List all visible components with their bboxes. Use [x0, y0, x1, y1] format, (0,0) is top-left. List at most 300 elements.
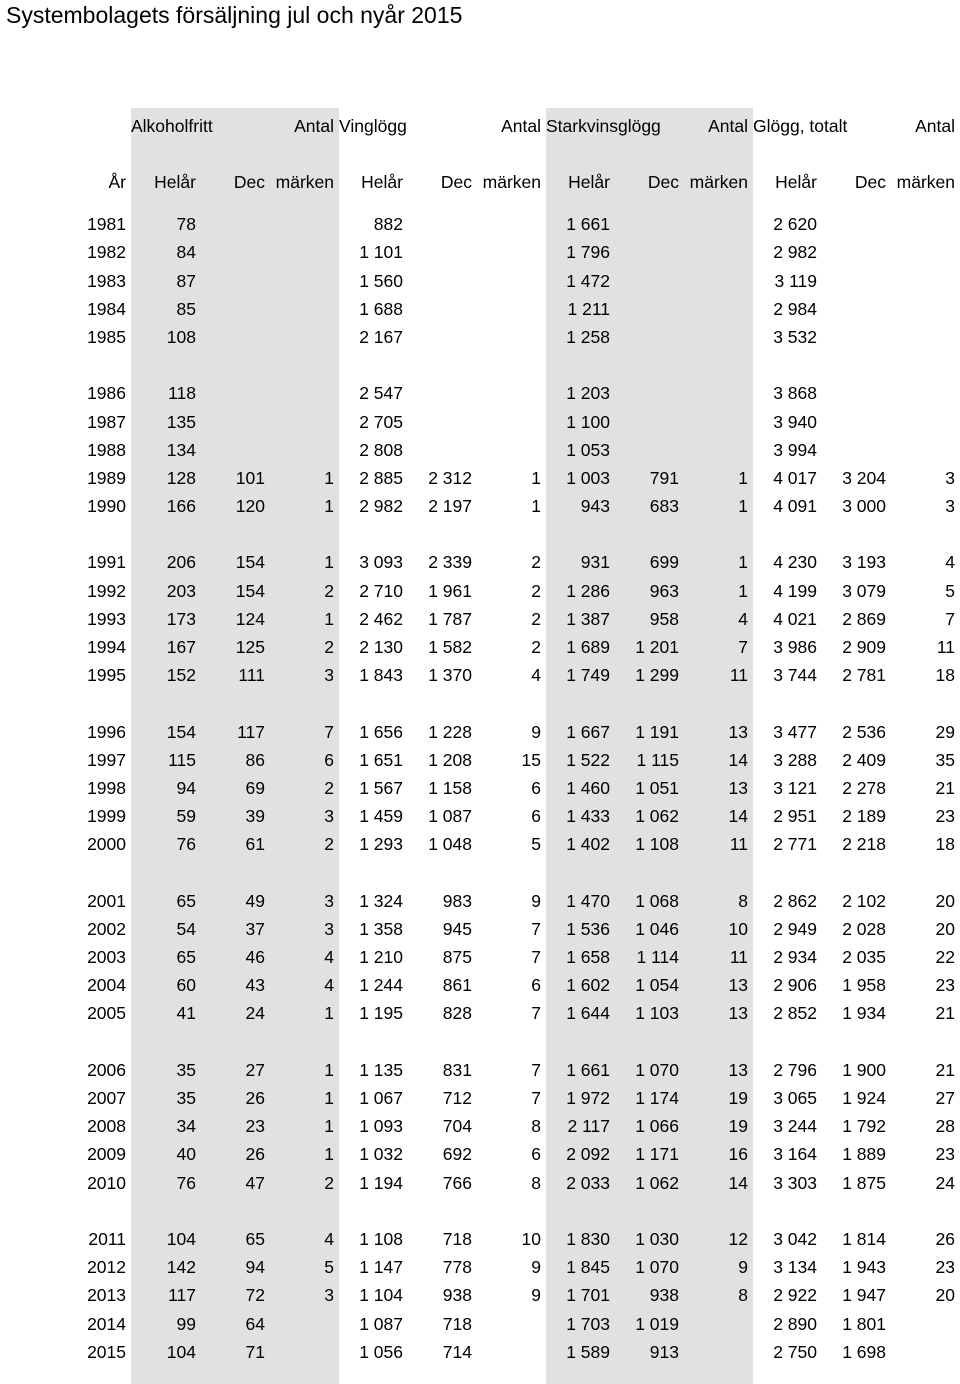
- table-row-cell: 1 792: [842, 1116, 886, 1137]
- table-row-cell: [201, 239, 270, 267]
- table-row-cell: 11: [729, 834, 748, 855]
- table-row-cell: 1 602: [566, 975, 610, 996]
- table-row-cell: 8: [531, 1116, 541, 1137]
- table-row-cell: [615, 211, 684, 239]
- table-row-cell: 13: [728, 1059, 748, 1080]
- table-row-cell: 1: [531, 467, 541, 488]
- table-row-cell: 4 017: [773, 467, 817, 488]
- table-row: [0, 1225, 960, 1253]
- table-row-cell: [477, 211, 546, 239]
- table-row-cell: [684, 436, 753, 464]
- table-row-cell: 1989: [87, 467, 126, 488]
- table-row-cell: 791: [649, 467, 679, 488]
- table-row-cell: 128: [166, 467, 196, 488]
- table-row-cell: 938: [442, 1285, 472, 1306]
- table-row-cell: [270, 380, 339, 408]
- table-row-cell: 16: [728, 1144, 748, 1165]
- table-row-cell: 24: [935, 1172, 955, 1193]
- table-row-cell: [477, 1338, 546, 1366]
- header-row-category-cell: [0, 98, 131, 154]
- table-row-cell: 2014: [87, 1313, 126, 1334]
- table-row-cell: 120: [235, 496, 265, 517]
- table-row-cell: 1 402: [566, 834, 610, 855]
- table-row-cell: 2: [324, 1172, 334, 1193]
- table-row-cell: 7: [531, 1088, 541, 1108]
- table-row: [0, 211, 960, 239]
- table-row-cell: 94: [245, 1257, 265, 1278]
- table-row-cell: 26: [935, 1228, 955, 1249]
- table-row-cell: 1998: [87, 777, 126, 798]
- table-row-cell: 4 199: [773, 580, 817, 601]
- table-row-cell: 117: [237, 721, 265, 742]
- table-row-cell: [408, 436, 477, 464]
- table-row-cell: 1 299: [635, 665, 679, 686]
- table-row-cell: [201, 436, 270, 464]
- header-row-category-cell: Antal: [915, 115, 955, 136]
- table-row-cell: 2 620: [773, 214, 817, 235]
- header-row-subheading-cell: Dec: [854, 171, 886, 192]
- table-row-cell: 1997: [87, 749, 126, 770]
- table-row: [0, 943, 960, 971]
- table-row-cell: 2003: [87, 947, 126, 968]
- table-row-cell: 21: [935, 777, 955, 798]
- table-row-cell: 699: [649, 552, 679, 573]
- table-row-cell: [684, 211, 753, 239]
- table-row-cell: 2: [324, 637, 334, 657]
- table-row-cell: [891, 323, 960, 351]
- table-row-cell: [201, 323, 270, 351]
- table-row-cell: 3 164: [773, 1144, 817, 1165]
- table-row-cell: [891, 408, 960, 436]
- table-row-cell: 27: [245, 1059, 265, 1080]
- table-row-cell: 1 961: [428, 580, 472, 601]
- table-row-cell: 2009: [87, 1144, 126, 1165]
- spacer-row: [0, 1197, 960, 1225]
- table-row: [0, 380, 960, 408]
- table-row-cell: 1: [738, 467, 748, 488]
- table-row-cell: 154: [235, 580, 265, 601]
- table-row-cell: 46: [245, 947, 265, 968]
- table-row-cell: 142: [166, 1257, 196, 1278]
- table-row-cell: 2 808: [359, 439, 403, 460]
- table-row-cell: 1 900: [842, 1059, 886, 1080]
- table-row-cell: 1: [738, 496, 748, 517]
- table-row-cell: 2 771: [773, 834, 817, 855]
- table-row-cell: [477, 323, 546, 351]
- table-row-cell: 2: [324, 580, 334, 601]
- table-row-cell: 1 889: [842, 1144, 886, 1165]
- table-row-cell: [615, 436, 684, 464]
- table-row-cell: 4: [738, 608, 748, 629]
- table-row-cell: 3 303: [773, 1172, 817, 1193]
- table-row-cell: 2 710: [359, 580, 403, 601]
- table-row-cell: 1 667: [566, 721, 610, 742]
- table-row-cell: 2 869: [842, 608, 886, 629]
- table-row-cell: 3: [324, 890, 334, 911]
- table-row-cell: 65: [176, 890, 196, 911]
- table-row-cell: 1 046: [635, 918, 679, 939]
- table-row-cell: 108: [166, 326, 196, 347]
- page-title: Systembolagets försäljning jul och nyår 2015: [6, 2, 463, 28]
- table-row-cell: [270, 211, 339, 239]
- table-row: [0, 464, 960, 492]
- table-row-cell: 1 053: [566, 439, 610, 460]
- table-row-cell: 1 472: [566, 270, 610, 291]
- table-row-cell: 11: [936, 637, 955, 657]
- table-row-cell: [891, 295, 960, 323]
- table-row-cell: 1 108: [359, 1228, 403, 1249]
- table-row-cell: 1 589: [566, 1341, 610, 1362]
- table-row-cell: 2 890: [773, 1313, 817, 1334]
- table-row-cell: 1 293: [359, 834, 403, 855]
- table-row-cell: 9: [531, 1285, 541, 1306]
- table-row-cell: 40: [176, 1144, 196, 1165]
- table-row-cell: [408, 295, 477, 323]
- table-row-cell: [477, 267, 546, 295]
- table-row: [0, 746, 960, 774]
- table-row-cell: 8: [531, 1172, 541, 1193]
- table-row-cell: 1 201: [635, 637, 679, 657]
- table-row-cell: 2 705: [359, 411, 403, 432]
- table-row-cell: 1: [738, 580, 748, 601]
- table-row-cell: [201, 295, 270, 323]
- table-row-cell: 2 339: [428, 552, 472, 573]
- header-row-subheading-cell: Dec: [233, 171, 265, 192]
- table-row-cell: 115: [168, 749, 196, 770]
- table-row-cell: 1 174: [635, 1088, 679, 1108]
- table-row-cell: 1 688: [359, 298, 403, 319]
- header-row-category-cell: Antal: [708, 115, 748, 136]
- table-row-cell: 1 567: [359, 777, 403, 798]
- table-row-cell: 23: [935, 1144, 955, 1165]
- table-row-cell: 1 147: [359, 1257, 403, 1278]
- header-row-category-cell: [408, 98, 477, 154]
- table-row-cell: 831: [442, 1059, 472, 1080]
- table-row-cell: 2 922: [773, 1285, 817, 1306]
- table-row-cell: 1 191: [635, 721, 679, 742]
- table-row-cell: 1 032: [359, 1144, 403, 1165]
- table-row-cell: [201, 408, 270, 436]
- table-row-cell: 2006: [87, 1059, 126, 1080]
- table-row-cell: 13: [728, 721, 748, 742]
- table-row-cell: 2: [531, 637, 541, 657]
- table-row-cell: 3 940: [773, 411, 817, 432]
- table-row-cell: 61: [245, 834, 265, 855]
- table-row-cell: 1 211: [567, 298, 610, 319]
- table-row-cell: 2: [531, 608, 541, 629]
- table-row-cell: 7: [738, 637, 748, 657]
- table-row-cell: 14: [728, 1172, 748, 1193]
- table-row-cell: 3 042: [773, 1228, 817, 1249]
- table-row-cell: 4: [324, 1228, 334, 1249]
- table-row-cell: 1987: [87, 411, 126, 432]
- table-row-cell: 1 843: [359, 665, 403, 686]
- table-row: [0, 239, 960, 267]
- header-row-subheading-cell: märken: [689, 171, 748, 192]
- table-row-cell: 714: [442, 1341, 472, 1362]
- table-row-cell: 2 909: [842, 637, 886, 657]
- table-row-cell: 1: [324, 1059, 334, 1080]
- table-row-cell: 19: [728, 1088, 748, 1108]
- table-row-cell: 2 750: [773, 1341, 817, 1362]
- table-row-cell: [684, 295, 753, 323]
- table-row-cell: 3 065: [773, 1088, 817, 1108]
- table-row-cell: 1 972: [566, 1088, 610, 1108]
- table-row-cell: [477, 295, 546, 323]
- table-row-cell: 3 119: [774, 270, 817, 291]
- table-row-cell: 1 651: [359, 749, 403, 770]
- table-row-cell: 1 062: [635, 806, 679, 827]
- table-row-cell: [891, 436, 960, 464]
- table-row-cell: [477, 408, 546, 436]
- table-row-cell: 60: [176, 975, 196, 996]
- table-row-cell: 2 035: [842, 947, 886, 968]
- table-row-cell: 2 117: [567, 1116, 610, 1137]
- table-row-cell: 1996: [87, 721, 126, 742]
- table-row-cell: 20: [935, 918, 955, 939]
- table-row-cell: 2: [531, 552, 541, 573]
- table-row-cell: 1993: [87, 608, 126, 629]
- table-row-cell: 1 258: [566, 326, 610, 347]
- table-row-cell: [270, 436, 339, 464]
- table-row-cell: [684, 1338, 753, 1366]
- table-row-cell: [270, 408, 339, 436]
- table-row-cell: 3 288: [773, 749, 817, 770]
- table-row-cell: 2 536: [842, 721, 886, 742]
- table-row-cell: 35: [935, 749, 955, 770]
- table-row-cell: 1 796: [566, 242, 610, 263]
- table-row-cell: 21: [935, 1059, 955, 1080]
- table-row-cell: [822, 323, 891, 351]
- header-row-subheading-cell: Dec: [647, 171, 679, 192]
- table-row-cell: 2 982: [359, 496, 403, 517]
- table-row-cell: 2004: [87, 975, 126, 996]
- table-row: [0, 436, 960, 464]
- table-row-cell: 49: [245, 890, 265, 911]
- table-row-cell: 3 093: [359, 552, 403, 573]
- table-row-cell: 2 885: [359, 467, 403, 488]
- table-row-cell: 2 781: [842, 665, 886, 686]
- table-row-cell: 104: [166, 1341, 196, 1362]
- table-row-cell: 2008: [87, 1116, 126, 1137]
- table-row-cell: 983: [442, 890, 472, 911]
- table-row-cell: 135: [166, 411, 196, 432]
- spacer-row: [0, 859, 960, 887]
- table-row-cell: 2 951: [773, 806, 817, 827]
- table-row-cell: 12: [728, 1228, 748, 1249]
- table-row-cell: 1995: [87, 665, 126, 686]
- table-row-cell: 704: [442, 1116, 472, 1137]
- table-row-cell: 7: [945, 608, 955, 629]
- table-row-cell: 1 433: [566, 806, 610, 827]
- table-row-cell: [201, 211, 270, 239]
- table-row-cell: 203: [166, 580, 196, 601]
- table-row-cell: 76: [176, 1172, 196, 1193]
- table-row-cell: [408, 408, 477, 436]
- table-row-cell: 1: [324, 1003, 334, 1024]
- table-row-cell: 1 100: [566, 411, 610, 432]
- table-row-cell: 41: [176, 1003, 196, 1024]
- table-row-cell: 2 409: [842, 749, 886, 770]
- table-row-cell: 1 104: [359, 1285, 403, 1306]
- table-row-cell: 1994: [87, 637, 126, 657]
- table-row-cell: 1 108: [635, 834, 679, 855]
- table-row-cell: 20: [935, 890, 955, 911]
- table-row-cell: 1 158: [428, 777, 472, 798]
- table-row-cell: 84: [176, 242, 196, 263]
- table-row-cell: 154: [166, 721, 196, 742]
- table-row-cell: 1 048: [428, 834, 472, 855]
- table-row-cell: 958: [649, 608, 679, 629]
- table-row-cell: 1: [738, 552, 748, 573]
- table-row-cell: 87: [176, 270, 196, 291]
- table-row-cell: 99: [176, 1313, 196, 1334]
- table-row-cell: 65: [176, 947, 196, 968]
- table-row-cell: 1 703: [566, 1313, 610, 1334]
- table-row-cell: 23: [935, 975, 955, 996]
- table-row-cell: 14: [728, 806, 748, 827]
- table-row-cell: [891, 239, 960, 267]
- table-row-cell: [891, 267, 960, 295]
- table-row: [0, 972, 960, 1000]
- table-row-cell: 13: [728, 1003, 748, 1024]
- table-row-cell: 7: [324, 721, 334, 742]
- table-row-cell: [408, 239, 477, 267]
- table-row-cell: 3 986: [773, 637, 817, 657]
- table-row-cell: 1 387: [566, 608, 610, 629]
- table-row-cell: 85: [176, 298, 196, 319]
- table-row-cell: 1 814: [842, 1228, 886, 1249]
- table-row-cell: 23: [245, 1116, 265, 1137]
- table-row: [0, 549, 960, 577]
- table-row-cell: 3 000: [842, 496, 886, 517]
- table-row-cell: 2 197: [428, 496, 472, 517]
- table-row-cell: 913: [649, 1341, 679, 1362]
- table-row-cell: 59: [176, 806, 196, 827]
- table-row-cell: 1: [324, 1088, 334, 1108]
- table-row-cell: 35: [176, 1088, 196, 1108]
- table-row-cell: 18: [935, 834, 955, 855]
- header-row-subheading-cell: Helår: [361, 171, 403, 192]
- table-row-cell: 4: [324, 947, 334, 968]
- spacer-row: [0, 521, 960, 549]
- table-row-cell: 173: [166, 608, 196, 629]
- table-row: [0, 887, 960, 915]
- table-row-cell: 1 661: [566, 214, 610, 235]
- table-row-cell: 1 056: [359, 1341, 403, 1362]
- table-row: [0, 831, 960, 859]
- table-row-cell: 2 862: [773, 890, 817, 911]
- table-row-cell: 134: [166, 439, 196, 460]
- table-row: [0, 1169, 960, 1197]
- table-row-cell: [270, 1338, 339, 1366]
- table-row-cell: 6: [531, 1144, 541, 1165]
- table-row-cell: 9: [531, 721, 541, 742]
- table-row-cell: 1 701: [566, 1285, 610, 1306]
- table-row-cell: 1 459: [359, 806, 403, 827]
- table-row-cell: 1 135: [359, 1059, 403, 1080]
- spacer-row: [0, 352, 960, 380]
- table-row-cell: 1 210: [359, 947, 403, 968]
- table-row-cell: [822, 380, 891, 408]
- table-row-cell: 1: [531, 496, 541, 517]
- header-row-subheading-cell: märken: [275, 171, 334, 192]
- table-row-cell: 931: [580, 552, 610, 573]
- table-row: [0, 1113, 960, 1141]
- table-row-cell: 2015: [87, 1341, 126, 1362]
- table-row-cell: 875: [442, 947, 472, 968]
- table-row: [0, 1056, 960, 1084]
- table-row: [0, 267, 960, 295]
- table-row-cell: [822, 239, 891, 267]
- table-row-cell: [684, 1310, 753, 1338]
- table-row-cell: 3 477: [773, 721, 817, 742]
- table-row-cell: 1 845: [566, 1257, 610, 1278]
- table-row-cell: [684, 408, 753, 436]
- table-row-cell: [408, 323, 477, 351]
- table-row-cell: 101: [235, 467, 265, 488]
- table-row-cell: 1 582: [428, 637, 472, 657]
- table-row-cell: [270, 239, 339, 267]
- table-row-cell: 14: [728, 749, 748, 770]
- table-row-cell: 1 066: [635, 1116, 679, 1137]
- table-row-cell: 1992: [87, 580, 126, 601]
- table-row-cell: 152: [166, 665, 196, 686]
- table-row-cell: [477, 380, 546, 408]
- table-row-cell: 54: [176, 918, 196, 939]
- table-row-cell: 72: [245, 1285, 265, 1306]
- table-row-cell: [822, 295, 891, 323]
- table-row-cell: 1 171: [635, 1144, 679, 1165]
- table-row-cell: 1 947: [842, 1285, 886, 1306]
- table-row-cell: 2 852: [773, 1003, 817, 1024]
- table-row-cell: 34: [176, 1116, 196, 1137]
- table-row-cell: 1 062: [635, 1172, 679, 1193]
- table-row-cell: [201, 380, 270, 408]
- table-row-cell: 1986: [87, 383, 126, 404]
- table-row-cell: 2010: [87, 1172, 126, 1193]
- table-row-cell: 206: [166, 552, 196, 573]
- table-row: [0, 323, 960, 351]
- table-row-cell: 2000: [87, 834, 126, 855]
- table-row-cell: [822, 211, 891, 239]
- table-row-cell: 3 744: [773, 665, 817, 686]
- table-row-cell: 2 028: [842, 918, 886, 939]
- table-row-cell: 29: [935, 721, 955, 742]
- table-row-cell: 2 130: [359, 637, 403, 657]
- table-row: [0, 295, 960, 323]
- table-row-cell: 2 033: [566, 1172, 610, 1193]
- table-row-cell: 1 324: [359, 890, 403, 911]
- table-row-cell: 28: [935, 1116, 955, 1137]
- header-row-subheading: [0, 154, 960, 210]
- table-row-cell: 1 958: [842, 975, 886, 996]
- table-row-cell: [615, 408, 684, 436]
- table-row-cell: 963: [649, 580, 679, 601]
- table-row-cell: [822, 408, 891, 436]
- table-row-cell: 5: [531, 834, 541, 855]
- header-row-category: [0, 98, 960, 154]
- table-row: [0, 1310, 960, 1338]
- table-row-cell: 1 203: [566, 383, 610, 404]
- table-row-cell: 1 689: [566, 637, 610, 657]
- table-row-cell: 3 204: [842, 467, 886, 488]
- table-row-cell: 18: [935, 665, 955, 686]
- table-row-cell: 1983: [87, 270, 126, 291]
- table-row-cell: 943: [580, 496, 610, 517]
- table-row-cell: [891, 1338, 960, 1366]
- table-row-cell: 1 070: [635, 1059, 679, 1080]
